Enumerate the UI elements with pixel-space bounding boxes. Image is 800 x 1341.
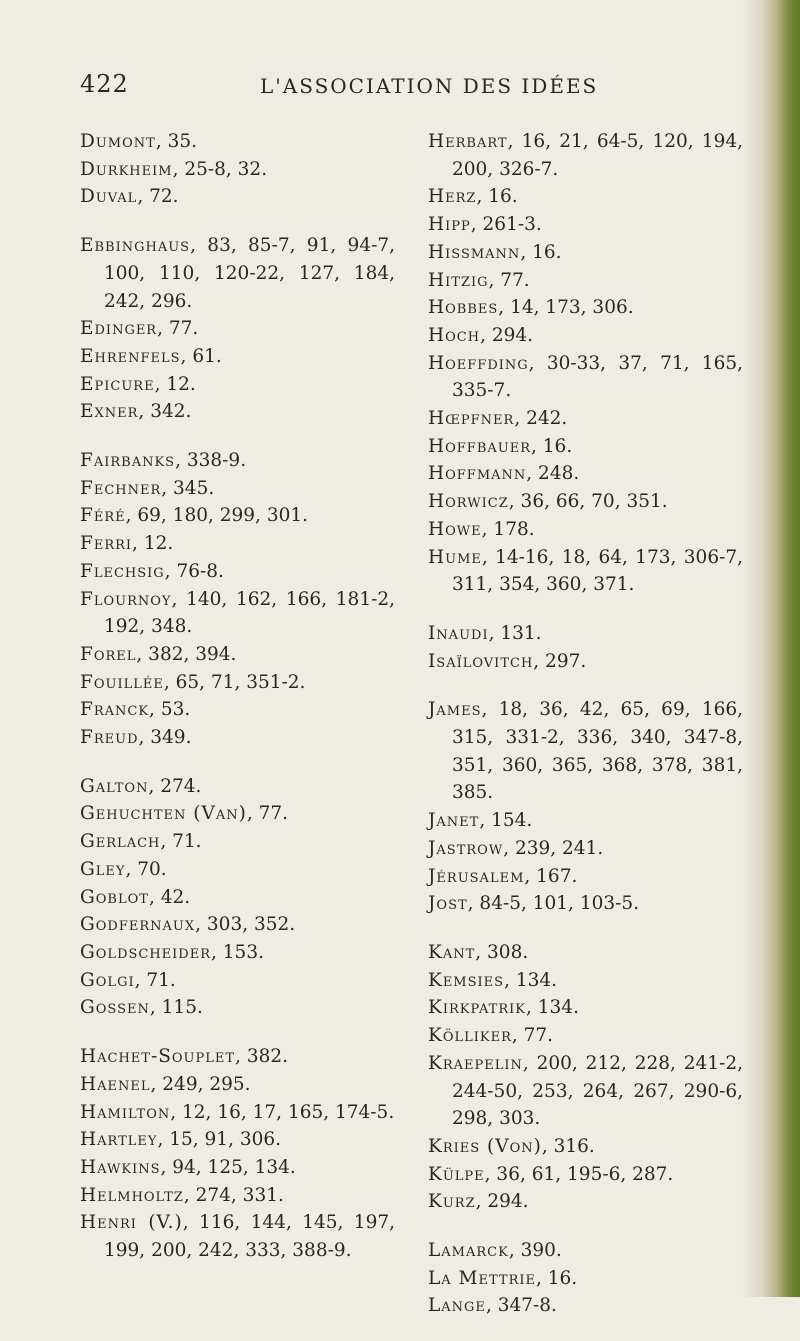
index-letter-group	[80, 447, 395, 752]
entry-pages: 71.	[172, 831, 202, 853]
entry-name: Duval	[80, 186, 138, 208]
entry-pages: 345.	[173, 477, 215, 499]
entry-pages: 134.	[537, 997, 579, 1019]
entry-pages: 274, 331.	[195, 1184, 284, 1206]
index-entry: Gerlach, 71.	[80, 831, 202, 853]
entry-pages: 154.	[491, 810, 533, 832]
entry-name: Inaudi	[428, 622, 489, 644]
index-entry: Gossen, 115.	[80, 997, 203, 1019]
index-entry: Ebbinghaus, 83, 85-7, 91, 94-7, 100, 110, 120-22, 127, 184, 242, 296.	[80, 235, 395, 312]
entry-pages: 316.	[553, 1135, 595, 1157]
index-entry: Jastrow, 239, 241.	[428, 837, 604, 859]
entry-name: Hachet-Souplet	[80, 1046, 236, 1068]
entry-pages: 297.	[545, 650, 587, 672]
entry-pages: 14, 173, 306.	[510, 297, 634, 319]
entry-name: Helmholtz	[80, 1184, 184, 1206]
entry-name: Howe	[428, 518, 482, 540]
index-column-right	[428, 128, 743, 1341]
index-entry: Janet, 154.	[428, 810, 533, 832]
index-entry: Kries (Von), 316.	[428, 1135, 595, 1157]
entry-name: Exner	[80, 401, 139, 423]
entry-name: Kölliker	[428, 1025, 512, 1047]
entry-name: Hume	[428, 546, 482, 568]
index-entry: Hoffbauer, 16.	[428, 435, 573, 457]
entry-name: Hamilton	[80, 1101, 171, 1123]
entry-pages: 294.	[491, 324, 534, 346]
entry-pages: 153.	[222, 941, 264, 963]
entry-pages: 115.	[161, 997, 203, 1019]
index-entry: Lamarck, 390.	[428, 1240, 562, 1262]
index-entry: Durkheim, 25-8, 32.	[80, 158, 268, 180]
index-entry: Forel, 382, 394.	[80, 643, 237, 665]
entry-name: Ebbinghaus	[80, 235, 191, 257]
entry-pages: 294.	[487, 1191, 529, 1213]
index-entry: Freud, 349.	[80, 727, 192, 749]
entry-pages: 239, 241.	[514, 837, 604, 859]
entry-name: Golgi	[80, 969, 135, 991]
index-entry: Godfernaux, 303, 352.	[80, 914, 296, 936]
entry-name: Gossen	[80, 997, 150, 1019]
entry-pages: 61.	[192, 345, 222, 367]
index-entry: Fechner, 345.	[80, 477, 215, 499]
entry-pages: 274.	[160, 775, 202, 797]
index-entry: Hachet-Souplet, 382.	[80, 1046, 289, 1068]
index-entry: Ferri, 12.	[80, 533, 174, 555]
entry-name: Külpe	[428, 1163, 485, 1185]
entry-name: Kemsies	[428, 969, 505, 991]
running-head: L'ASSOCIATION DES IDÉES	[260, 74, 599, 98]
entry-name: Hoffbauer	[428, 435, 532, 457]
entry-name: Jost	[428, 893, 468, 915]
index-letter-group	[428, 620, 743, 675]
index-entry: Inaudi, 131.	[428, 622, 542, 644]
entry-name: Fouillée	[80, 671, 164, 693]
entry-pages: 71.	[146, 969, 176, 991]
entry-pages: 83, 85-7, 91, 94-7, 100, 110, 120-22, 127, 184, 242, 296.	[104, 235, 395, 312]
entry-pages: 65, 71, 351-2.	[175, 671, 306, 693]
entry-name: Jastrow	[428, 837, 504, 859]
index-entry: Jost, 84-5, 101, 103-5.	[428, 893, 640, 915]
index-letter-group	[80, 232, 395, 426]
entry-name: Janet	[428, 810, 480, 832]
index-letter-group	[428, 939, 743, 1216]
entry-pages: 42.	[160, 886, 191, 908]
index-entry: Hawkins, 94, 125, 134.	[80, 1156, 296, 1178]
index-entry: Hoeffding, 30-33, 37, 71, 165, 335-7.	[428, 352, 743, 402]
index-entry: Exner, 342.	[80, 401, 192, 423]
entry-pages: 72.	[149, 186, 179, 208]
entry-pages: 178.	[493, 518, 535, 540]
entry-name: Ferri	[80, 533, 133, 555]
page-edge	[742, 0, 800, 1297]
entry-name: Durkheim	[80, 158, 173, 180]
entry-pages: 12.	[143, 533, 174, 555]
entry-name: Godfernaux	[80, 914, 196, 936]
index-entry: Hume, 14-16, 18, 64, 173, 306-7, 311, 354, 360, 371.	[428, 546, 743, 596]
index-entry: Howe, 178.	[428, 518, 535, 540]
index-entry: Isaïlovitch, 297.	[428, 650, 587, 672]
index-letter-group	[80, 773, 395, 1022]
entry-pages: 342.	[150, 401, 192, 423]
entry-name: Gley	[80, 858, 126, 880]
entry-pages: 16.	[488, 186, 518, 208]
index-entry: Fairbanks, 338-9.	[80, 450, 247, 472]
entry-name: Isaïlovitch	[428, 650, 534, 672]
index-letter-group	[428, 696, 743, 918]
index-entry: Kant, 308.	[428, 941, 529, 963]
entry-pages: 167.	[536, 865, 578, 887]
index-entry: Hobbes, 14, 173, 306.	[428, 297, 634, 319]
entry-pages: 15, 91, 306.	[169, 1129, 282, 1151]
entry-name: Hissmann	[428, 241, 521, 263]
index-entry: Herz, 16.	[428, 186, 518, 208]
page-number: 422	[80, 70, 129, 98]
index-entry: Haenel, 249, 295.	[80, 1073, 251, 1095]
index-entry: Epicure, 12.	[80, 373, 196, 395]
index-letter-group	[80, 128, 395, 211]
entry-name: James	[428, 699, 482, 721]
entry-pages: 116, 144, 145, 197, 199, 200, 242, 333, 388-9.	[104, 1212, 395, 1262]
entry-name: Herz	[428, 186, 477, 208]
entry-pages: 338-9.	[186, 450, 247, 472]
entry-pages: 303, 352.	[206, 914, 296, 936]
entry-pages: 16, 21, 64-5, 120, 194, 200, 326-7.	[452, 131, 743, 180]
index-letter-group	[428, 1237, 743, 1320]
entry-name: Herbart	[428, 131, 508, 152]
index-entry: Jérusalem, 167.	[428, 865, 578, 887]
entry-name: Féré	[80, 505, 126, 527]
index-entry: Hartley, 15, 91, 306.	[80, 1129, 282, 1151]
entry-pages: 25-8, 32.	[184, 158, 268, 180]
entry-name: Dumont	[80, 131, 156, 152]
entry-name: Goblot	[80, 886, 149, 908]
entry-name: Jérusalem	[428, 865, 525, 887]
entry-pages: 248.	[538, 463, 580, 485]
entry-pages: 36, 66, 70, 351.	[520, 491, 668, 513]
index-entry: Henri (V.), 116, 144, 145, 197, 199, 200, 242, 333, 388-9.	[80, 1212, 395, 1262]
entry-name: Flournoy	[80, 588, 172, 610]
index-entry: Hœpfner, 242.	[428, 408, 568, 430]
entry-name: Hipp	[428, 214, 471, 236]
entry-name: Edinger	[80, 318, 158, 340]
index-entry: Hoffmann, 248.	[428, 463, 580, 485]
entry-name: Hobbes	[428, 297, 499, 319]
entry-pages: 140, 162, 166, 181-2, 192, 348.	[104, 588, 395, 638]
page-header	[80, 70, 720, 110]
index-entry: Helmholtz, 274, 331.	[80, 1184, 284, 1206]
entry-pages: 131.	[500, 622, 542, 644]
entry-name: Kirkpatrik	[428, 997, 526, 1019]
entry-name: Hitzig	[428, 269, 489, 291]
entry-pages: 77.	[500, 269, 530, 291]
entry-pages: 35.	[167, 131, 197, 152]
entry-name: Fairbanks	[80, 450, 176, 472]
entry-name: Lange	[428, 1295, 486, 1317]
entry-name: Hœpfner	[428, 408, 515, 430]
index-entry: Flournoy, 140, 162, 166, 181-2, 192, 348.	[80, 588, 395, 638]
entry-pages: 77.	[258, 803, 289, 825]
entry-name: Kant	[428, 941, 476, 963]
entry-name: Flechsig	[80, 560, 165, 582]
index-entry: Külpe, 36, 61, 195-6, 287.	[428, 1163, 674, 1185]
entry-name: Haenel	[80, 1073, 151, 1095]
entry-name: Lamarck	[428, 1240, 509, 1262]
entry-name: Gerlach	[80, 831, 161, 853]
entry-pages: 382.	[246, 1046, 289, 1068]
index-entry: Kraepelin, 200, 212, 228, 241-2, 244-50, 253, 264, 267, 290-6, 298, 303.	[428, 1052, 743, 1130]
index-entry: Golgi, 71.	[80, 969, 176, 991]
entry-name: Freud	[80, 727, 139, 749]
index-entry: Dumont, 35.	[80, 131, 197, 152]
entry-name: La Mettrie	[428, 1267, 536, 1289]
index-column-left	[80, 128, 395, 1286]
entry-pages: 347-8.	[497, 1295, 557, 1317]
entry-name: Gehuchten (Van)	[80, 803, 247, 825]
entry-pages: 94, 125, 134.	[172, 1156, 296, 1178]
entry-pages: 261-3.	[482, 214, 542, 236]
entry-pages: 18, 36, 42, 65, 69, 166, 315, 331-2, 336, 340, 347-8, 351, 360, 365, 368, 378, 381, 385.	[452, 699, 744, 804]
index-entry: Hoch, 294.	[428, 324, 534, 346]
entry-pages: 36, 61, 195-6, 287.	[496, 1163, 674, 1185]
entry-pages: 14-16, 18, 64, 173, 306-7, 311, 354, 360, 371.	[452, 546, 743, 596]
entry-pages: 70.	[137, 858, 167, 880]
entry-pages: 12, 16, 17, 165, 174-5.	[182, 1101, 395, 1123]
entry-pages: 12.	[166, 373, 196, 395]
entry-pages: 77.	[168, 318, 199, 340]
index-entry: Ehrenfels, 61.	[80, 345, 222, 367]
entry-name: Kurz	[428, 1191, 476, 1213]
entry-pages: 308.	[487, 941, 529, 963]
entry-pages: 349.	[150, 727, 192, 749]
index-entry: Kemsies, 134.	[428, 969, 558, 991]
entry-name: Henri (V.)	[80, 1212, 183, 1234]
entry-pages: 69, 180, 299, 301.	[137, 505, 309, 527]
entry-pages: 53.	[160, 699, 191, 721]
entry-pages: 77.	[523, 1025, 554, 1047]
entry-pages: 30-33, 37, 71, 165, 335-7.	[452, 352, 743, 402]
entry-name: Franck	[80, 699, 150, 721]
index-entry: James, 18, 36, 42, 65, 69, 166, 315, 331-2, 336, 340, 347-8, 351, 360, 365, 368, 378, 381, 385.	[428, 699, 744, 804]
index-entry: Edinger, 77.	[80, 318, 199, 340]
entry-name: Kraepelin	[428, 1052, 523, 1074]
entry-name: Epicure	[80, 373, 155, 395]
index-entry: Flechsig, 76-8.	[80, 560, 224, 582]
entry-pages: 84-5, 101, 103-5.	[479, 893, 640, 915]
entry-pages: 249, 295.	[162, 1073, 251, 1095]
entry-pages: 76-8.	[176, 560, 224, 582]
index-entry: Féré, 69, 180, 299, 301.	[80, 505, 309, 527]
index-entry: La Mettrie, 16.	[428, 1267, 578, 1289]
entry-name: Horwicz	[428, 491, 509, 513]
entry-pages: 16.	[547, 1267, 578, 1289]
entry-name: Hawkins	[80, 1156, 161, 1178]
index-entry: Gehuchten (Van), 77.	[80, 803, 289, 825]
entry-pages: 242.	[526, 408, 568, 430]
entry-name: Fechner	[80, 477, 162, 499]
index-entry: Duval, 72.	[80, 186, 179, 208]
entry-name: Kries (Von)	[428, 1135, 542, 1157]
index-entry: Franck, 53.	[80, 699, 191, 721]
entry-name: Goldscheider	[80, 941, 212, 963]
entry-pages: 16.	[532, 241, 562, 263]
index-entry: Hamilton, 12, 16, 17, 165, 174-5.	[80, 1101, 395, 1123]
entry-pages: 390.	[520, 1240, 562, 1262]
index-letter-group	[428, 128, 743, 599]
entry-name: Hoffmann	[428, 463, 527, 485]
index-letter-group	[80, 1043, 395, 1265]
index-entry: Hissmann, 16.	[428, 241, 562, 263]
index-entry: Goldscheider, 153.	[80, 941, 264, 963]
index-entry: Goblot, 42.	[80, 886, 191, 908]
entry-pages: 200, 212, 228, 241-2, 244-50, 253, 264, 267, 290-6, 298, 303.	[452, 1052, 743, 1130]
index-entry: Hipp, 261-3.	[428, 214, 542, 236]
entry-pages: 382, 394.	[148, 643, 237, 665]
entry-name: Hoch	[428, 324, 481, 346]
index-entry: Kölliker, 77.	[428, 1025, 554, 1047]
index-entry: Hitzig, 77.	[428, 269, 530, 291]
index-entry: Lange, 347-8.	[428, 1295, 557, 1317]
entry-name: Ehrenfels	[80, 345, 181, 367]
entry-name: Galton	[80, 775, 149, 797]
entry-name: Forel	[80, 643, 137, 665]
entry-name: Hartley	[80, 1129, 158, 1151]
index-entry: Kirkpatrik, 134.	[428, 997, 579, 1019]
entry-pages: 16.	[542, 435, 573, 457]
entry-pages: 134.	[515, 969, 558, 991]
index-entry: Horwicz, 36, 66, 70, 351.	[428, 491, 668, 513]
index-entry: Gley, 70.	[80, 858, 167, 880]
index-entry: Fouillée, 65, 71, 351-2.	[80, 671, 306, 693]
index-entry: Herbart, 16, 21, 64-5, 120, 194, 200, 326-7.	[428, 131, 743, 180]
index-entry: Galton, 274.	[80, 775, 202, 797]
index-entry: Kurz, 294.	[428, 1191, 529, 1213]
entry-name: Hoeffding	[428, 352, 529, 374]
